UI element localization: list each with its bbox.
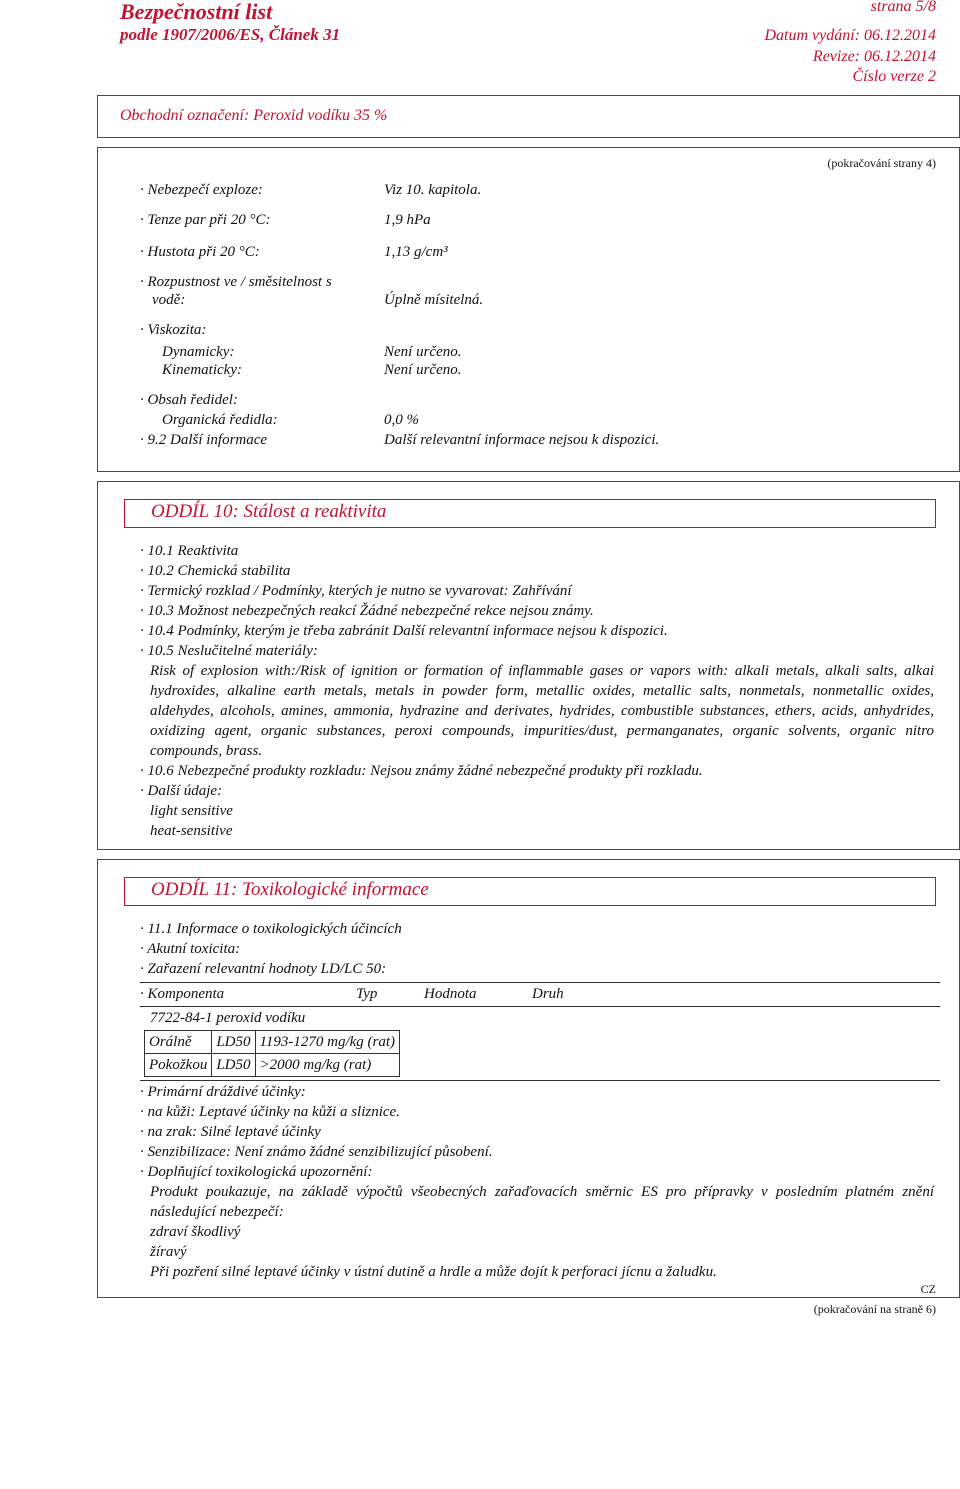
primary-irritation: · Primární dráždivé účinky: [140, 1082, 306, 1102]
section11-heading-text: ODDÍL 11: Toxikologické informace [151, 879, 429, 900]
organic-label: Organická ředidla: [162, 412, 278, 428]
value-cell: 1193-1270 mg/kg (rat) [255, 1031, 400, 1054]
dynamic-value: Není určeno. [384, 344, 462, 360]
toxicological-info: · 11.1 Informace o toxikologických účincích [140, 919, 402, 939]
col-type: Typ [356, 986, 378, 1002]
table-row [145, 1031, 400, 1054]
incompatible-materials-text: Risk of explosion with:/Risk of ignition or formation of inflammable gases or vapors with: alkali metals, alkali salts, alkai hydroxides, alkaline earth metals, metals in powder form, metallic oxides, metallic salts, nonmetals, nonmetallic oxides, aldehydes, alcohols, amines, ammonia, hydrazine and derivates, hydrides, combustible substances, ethers, acids, anhydrides, oxidizing agent, organic substances, peroxi compounds, impurities/dust, permanganates, organic solvents, organic nitro compounds, brass. [150, 663, 934, 759]
hazard-harmful: zdraví škodlivý [150, 1224, 241, 1240]
value-cell: >2000 mg/kg (rat) [255, 1054, 400, 1077]
density-label: · Hustota při 20 °C: [140, 244, 260, 261]
ld-lc-label: · Zařazení relevantní hodnoty LD/LC 50: [140, 959, 386, 979]
eye-value: Silné leptavé účinky [200, 1124, 321, 1140]
vapour-label: · Tenze par při 20 °C: [140, 212, 270, 229]
decomposition-products-label: · 10.6 Nebezpečné produkty rozkladu: [140, 763, 366, 779]
vapour-row [140, 212, 940, 232]
table-row [145, 1054, 400, 1077]
type-cell: LD50 [212, 1031, 255, 1054]
regulation-subtitle: podle 1907/2006/ES, Článek 31 [120, 25, 341, 44]
dynamic-row [140, 344, 940, 364]
hazard-corrosive: žíravý [150, 1244, 187, 1260]
additional-tox-text: Produkt poukazuje, na základě výpočtů všeobecných zařaďovacích směrnic ES pro přípravky v posledním platném znění následující nebezpečí: [150, 1184, 934, 1220]
tox-table [144, 1030, 400, 1077]
solubility-label-2: vodě: [152, 292, 186, 308]
more-data-2: heat-sensitive [150, 823, 233, 839]
kinematic-label: Kinematicky: [162, 362, 242, 378]
explosion-label: · Nebezpečí exploze: [140, 182, 263, 199]
hazardous-reactions-label: · 10.3 Možnost nebezpečných reakcí [140, 603, 356, 619]
trade-name-box [97, 95, 960, 138]
acute-toxicity: · Akutní toxicita: [140, 939, 240, 959]
hazardous-reactions [140, 601, 594, 621]
route-cell: Pokožkou [145, 1054, 212, 1077]
other-info-label: · 9.2 Další informace [140, 432, 267, 449]
thermal-decomposition [140, 581, 572, 601]
solubility-row-2 [140, 292, 940, 312]
hazardous-reactions-value: Žádné nebezpečné rekce nejsou známy. [359, 603, 594, 619]
incompatible-materials-label: · 10.5 Neslučitelné materiály: [140, 641, 318, 661]
skin-effect [140, 1102, 400, 1122]
conditions-avoid [140, 621, 668, 641]
continued-from: (pokračování strany 4) [827, 156, 936, 170]
col-species: Druh [532, 986, 564, 1002]
version-number: Číslo verze 2 [852, 68, 936, 85]
component-name: 7722-84-1 peroxid vodíku [150, 1010, 306, 1026]
language-code: CZ [920, 1282, 936, 1296]
eye-label: · na zrak: [140, 1124, 197, 1140]
page-number: strana 5/8 [870, 0, 936, 15]
section10-heading-text: ODDÍL 10: Stálost a reaktivita [151, 501, 387, 522]
kinematic-row [140, 362, 940, 382]
type-cell: LD50 [212, 1054, 255, 1077]
col-component: · Komponenta [140, 984, 224, 1004]
density-row [140, 244, 940, 264]
viscosity-row [140, 322, 940, 342]
trade-name: Obchodní označení: Peroxid vodíku 35 % [120, 107, 388, 124]
solubility-value: Úplně mísitelná. [384, 292, 484, 308]
thermal-decomposition-label: · Termický rozklad / Podmínky, kterých je nutno se vyvarovat: [140, 583, 509, 599]
additional-tox-label: · Doplňující toxikologická upozornění: [140, 1162, 372, 1182]
document-title: Bezpečnostní list [120, 0, 273, 24]
sensitization-value: Není známo žádné senzibilizující působení. [234, 1144, 493, 1160]
organic-row [140, 412, 940, 432]
solubility-row [140, 274, 940, 294]
more-data-label: · Další údaje: [140, 781, 222, 801]
decomposition-products-value: Nejsou známy žádné nebezpečné produkty při rozkladu. [370, 763, 703, 779]
solvent-row [140, 392, 940, 412]
kinematic-value: Není určeno. [384, 362, 462, 378]
sensitization [140, 1142, 493, 1162]
col-value: Hodnota [424, 986, 477, 1002]
more-data-1: light sensitive [150, 803, 233, 819]
section11-heading [124, 877, 936, 906]
organic-value: 0,0 % [384, 412, 419, 428]
vapour-value: 1,9 hPa [384, 212, 431, 228]
conditions-avoid-value: Další relevantní informace nejsou k dispozici. [392, 623, 668, 639]
eye-effect [140, 1122, 321, 1142]
density-value: 1,13 g/cm³ [384, 244, 448, 260]
revision-date: Revize: 06.12.2014 [812, 48, 936, 65]
skin-value: Leptavé účinky na kůži a sliznice. [199, 1104, 400, 1120]
explosion-value: Viz 10. kapitola. [384, 182, 482, 198]
tox-table-header [140, 984, 940, 1004]
other-info-row [140, 432, 940, 452]
decomposition-products [140, 761, 703, 781]
skin-label: · na kůži: [140, 1104, 195, 1120]
issue-date: Datum vydání: 06.12.2014 [764, 27, 936, 44]
other-info-value: Další relevantní informace nejsou k dispozici. [384, 432, 660, 448]
reactivity: · 10.1 Reaktivita [140, 541, 238, 561]
solvent-label: · Obsah ředidel: [140, 392, 238, 409]
route-cell: Orálně [145, 1031, 212, 1054]
explosion-row [140, 182, 940, 202]
solubility-label: · Rozpustnost ve / směsitelnost s [140, 274, 332, 291]
continued-on: (pokračování na straně 6) [813, 1302, 936, 1316]
viscosity-label: · Viskozita: [140, 322, 206, 339]
sensitization-label: · Senzibilizace: [140, 1144, 231, 1160]
hazard-ingestion: Při pozření silné leptavé účinky v ústní dutině a hrdle a může dojít k perforaci jícnu a žaludku. [150, 1264, 717, 1280]
section10-heading [124, 499, 936, 528]
dynamic-label: Dynamicky: [162, 344, 235, 360]
conditions-avoid-label: · 10.4 Podmínky, kterým je třeba zabránit [140, 623, 389, 639]
chemical-stability: · 10.2 Chemická stabilita [140, 561, 290, 581]
thermal-decomposition-value: Zahřívání [512, 583, 572, 599]
